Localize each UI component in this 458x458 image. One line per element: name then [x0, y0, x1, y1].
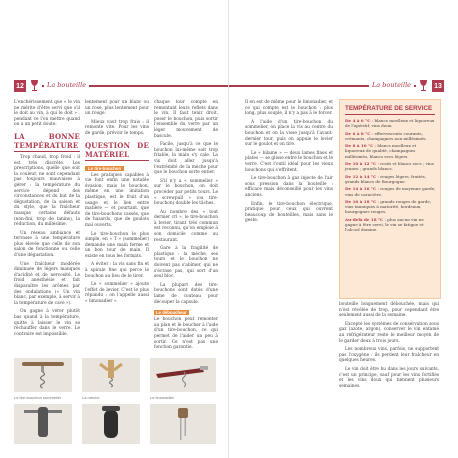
paragraph: A l'aide d'un tire-bouchon du sommelier, on place la vis au centre du bouchon et on la visse jusqu'à l'avant-dernier tour, puis on appuie le levier sur le goulot et on tire. — [245, 119, 333, 148]
temp-range: De 10 à 12 °C — [345, 161, 377, 167]
temp-range: De 14 à 16 °C — [345, 186, 377, 192]
paragraph: chaque tour compte en remontant leurs reflets dans le vin. Il faut tenir droit, poser le bouchon, puis sortir l'ensemble du verre par un léger mouvement de bascule. — [154, 100, 218, 139]
paragraph: Trop chaud, trop froid : il est très discrète. Les prescriptions, quelle que soit la couleur, ne sont cependant pas toujours mauvaises à gérer : la température du service dépend des circonstances et du but de la dégustation, de la saison et du style, que la fraîcheur masque certains défauts (non-fini, trop de tanins), la réduction, du millésime. — [14, 154, 80, 228]
paragraph: Un réseau ambiance et terrasse à une température plus élevée que celle de son salon de fonctionne ou celle d'une dégustation. — [14, 230, 80, 259]
temp-range: De 16 à 18 °C — [345, 198, 377, 204]
subheading-badge: Le tire-bouchon — [85, 166, 124, 171]
paragraph: Mieux vaut trop frais : il remonte vite. Pour les vins de garde, prévoir le temps. — [85, 119, 149, 136]
corkscrew-photo — [14, 358, 72, 392]
paragraph: Le vin doit être bu dans les jours suivants, c'est un principe, sauf pour les vins fortifiés et les vins doux qui tiennent plusieurs semaines. — [339, 366, 439, 389]
temp-desc: plus aucun vin ne gagne à être servi, le vin se fatigue et l'alcool domine. — [345, 216, 424, 233]
corkscrew-photo — [82, 358, 140, 392]
corkscrew-photo — [14, 404, 72, 444]
paragraph: Le tire-bouchon le plus simple, en « T » (sommelier) demande une main ferme et un bon tour de main. Il existe en tous les formats. — [85, 231, 149, 259]
wing-corkscrew-icon — [82, 358, 140, 392]
paragraph: Gare à la fragilité de plastique : la mèche, ses tours et le bouchon ne doivent pas s'abîmer, qui ne s'écrase pas, qui sort d'un seul bloc. — [154, 246, 218, 280]
wine-glass-icon — [419, 79, 428, 92]
paragraph: S'il n'y a « sommelier » sur le bouchon, on doit procéder par petits tours. Le « screwpull » (ou tire-bouchon) double les tâches. — [154, 178, 218, 207]
waiter-corkscrew-icon — [150, 358, 216, 392]
left-col-2 — [85, 100, 149, 308]
list-item: De 8 à 10 °C : blancs moelleux et liquoreux de qualité, champagnes millésimés, blancs secs légers. — [345, 143, 417, 159]
temp-desc: effervescents courants, crémants, champagnes non millésimés. — [345, 130, 427, 141]
temp-range: De 6 à 8 °C — [345, 130, 371, 136]
paragraph: Les pratiques capables à vie font enfin une notable évasion, mais le bouchon, même en une imitation plastique, est le fruit d'un usage et le lien entre matière — et pourtant, que de tire-bouchons cassés, que de hasards, que de goulots mal ouverts. — [85, 172, 149, 228]
list-item: De 12 à 14 °C : rouges légers, fruités, grands blancs de Bourgogne. — [345, 173, 427, 184]
paragraph: lentement pour un blanc ou un rosé, plus lentement pour un rouge. — [85, 100, 149, 117]
photo-caption: La mèche — [82, 395, 100, 400]
section-rule — [85, 160, 149, 161]
temp-desc: grands rouges de garde, vins tanniques à maturité, bordeaux, bourgognes rouges. — [345, 198, 432, 215]
sidebar-title: TEMPÉRATURE DE SERVICE — [345, 105, 433, 112]
bilame-icon — [150, 404, 216, 444]
t-corkscrew-icon — [14, 358, 72, 392]
paragraph: On gagne à vérer plutôt bas quand à la température, quitte à laisser le vin se réchauffer dans le verre. Le contraire est impossible. — [14, 309, 80, 337]
subheading-badge: Le déboucheur — [156, 310, 187, 316]
corkscrew-photo — [150, 404, 216, 444]
running-header: La bouteille — [44, 81, 89, 89]
temp-desc: blancs moelleux et liquoreux de l'apéritif, vins doux. — [345, 118, 435, 129]
paragraph: Le « sommelier » ajoute l'effet de levier. C'est le plus répandu : on l'appelle aussi « limonadier ». — [85, 282, 149, 305]
section-title: LA BONNE TEMPÉRATURE — [14, 131, 80, 150]
paragraph: Excepté les systèmes de conservation sous gaz (azote, argon), conserver le vin entamé au réfrigérateur reste le meilleur moyen de le garder deux à trois jours. — [339, 321, 439, 344]
temperature-sidebar — [339, 99, 441, 299]
right-col-1 — [245, 100, 333, 227]
paragraph: Le bouchon peut remonter au plan et le boucher à l'aide d'un tire-bouchon, ce qui permet de l'aider un peu à sortir. Ce n'est pas une fonction garantie. — [154, 317, 218, 351]
right-col-2 — [339, 302, 439, 392]
page-number: 12 — [14, 80, 26, 92]
paragraph: Il en est de même pour le limonadier, et ce qui compte est le bouchon : plus long, plus souple, il n'y a pas à le forcer. — [245, 100, 333, 117]
paragraph: Au nombre des « tout dernier cri », le tire-bouchon à levier, tirant très commun est reconnu, qu'on emploie à son domicile comme au restaurant. — [154, 209, 218, 243]
paragraph: A éviter : la vis sans fin et à spirale fine qui perce le bouchon au lieu de le tirer. — [85, 262, 149, 279]
temp-range: Au-delà de 18 °C — [345, 216, 384, 222]
left-col-1 — [14, 100, 80, 340]
corkscrew-photo — [82, 404, 140, 444]
photo-caption: Le tire-bouchon sommelier — [14, 395, 62, 400]
temp-range: De 4 à 6 °C — [345, 118, 371, 123]
temp-desc: rouges légers, fruités, grands blancs de Bourgogne. — [345, 173, 427, 184]
paragraph: La plupart des tire-bouchons sont dotés d'une lame de couteau pour découper la capsule. — [154, 282, 218, 305]
temp-desc: blancs moelleux et liquoreux de qualité, champagnes millésimés, blancs secs légers. — [345, 143, 417, 159]
temp-range: De 12 à 14 °C — [345, 173, 377, 179]
paragraph: Le « bilame » — deux lames fines et plates — se glisse entre le bouchon et le verre. C'est l'outil idéal pour les vieux bouchons qui s'effritent. — [245, 150, 333, 173]
left-col-3 — [154, 100, 218, 354]
list-item: De 16 à 18 °C : grands rouges de garde, vins tanniques à maturité, bordeaux, bourgognes rouges. — [345, 198, 432, 215]
paragraph: bouteille longuement débouchée, mais qui n'est révélée de trop, pour cependant être seulement aussi de la semaine. — [339, 302, 439, 319]
corkscrew-photo — [150, 358, 216, 392]
lever-corkscrew-icon — [14, 404, 72, 444]
running-header: La bouteille — [369, 81, 414, 89]
temp-desc: rouges de moyenne garde, vins de caractère. — [345, 186, 436, 197]
right-header — [229, 78, 458, 94]
list-item: De 4 à 6 °C : blancs moelleux et liquoreux de l'apéritif, vins doux. — [345, 118, 435, 129]
list-item: De 10 à 12 °C : rosés et blancs secs ; vins jeunes ; grands blancs. — [345, 161, 434, 172]
paragraph: Les nombreux vins, parfois, ne supportent pas l'oxygène : ils perdent leur fraîcheur en quelques heures. — [339, 347, 439, 364]
wine-glass-icon — [30, 79, 39, 92]
list-item: Au-delà de 18 °C : plus aucun vin ne gagne à être servi, le vin se fatigue et l'alcool domine. — [345, 216, 424, 233]
paragraph: L'enchérissement que « le vin ne mérite d'être servi que s'il le doit au vin, à qui le doit » , pendant ce l'on mettre quand on a un petit doute. — [14, 100, 80, 128]
left-header — [0, 78, 229, 94]
paragraph: Facile, jusqu'à ce que le bouchon lui-même soit trop friable, la main s'y cale. La vis doit aller jusqu'à l'extrémité de la mèche pour que le bouchon sorte entier. — [154, 142, 218, 176]
list-item: De 14 à 16 °C : rouges de moyenne garde, vins de caractère. — [345, 186, 436, 197]
temp-range: De 8 à 10 °C — [345, 143, 374, 149]
paragraph: Le tire-bouchon à gaz injecte de l'air sous pression dans la bouteille : efficace mais déconseillé pour les vins anciens. — [245, 176, 333, 198]
section-rule — [14, 151, 80, 152]
paragraph: Enfin, le tire-bouchon électrique, pratique pour ceux qui ouvrent beaucoup de bouteilles, mais sans le geste. — [245, 201, 333, 224]
list-item: De 6 à 8 °C : effervescents courants, crémants, champagnes non millésimés. — [345, 130, 427, 141]
screwpull-icon — [82, 404, 140, 444]
section-title: QUESTION DE MATÉRIEL — [85, 140, 149, 159]
sidebar-rule — [345, 114, 435, 115]
photo-caption: Le limonadier — [150, 395, 175, 400]
paragraph: Une fraîcheur modérée diminuée de légers manques d'acidité et de nervosité. Le froid anesthésie et fait disparaître les arômes par des ondulations (« Un vin blanc, par exemple, à servir à la température de cave »). — [14, 261, 80, 306]
page-number: 13 — [432, 80, 444, 92]
temp-desc: rosés et blancs secs ; vins jeunes ; grands blancs. — [345, 161, 434, 172]
right-page — [229, 0, 458, 458]
temperature-list — [340, 118, 440, 233]
